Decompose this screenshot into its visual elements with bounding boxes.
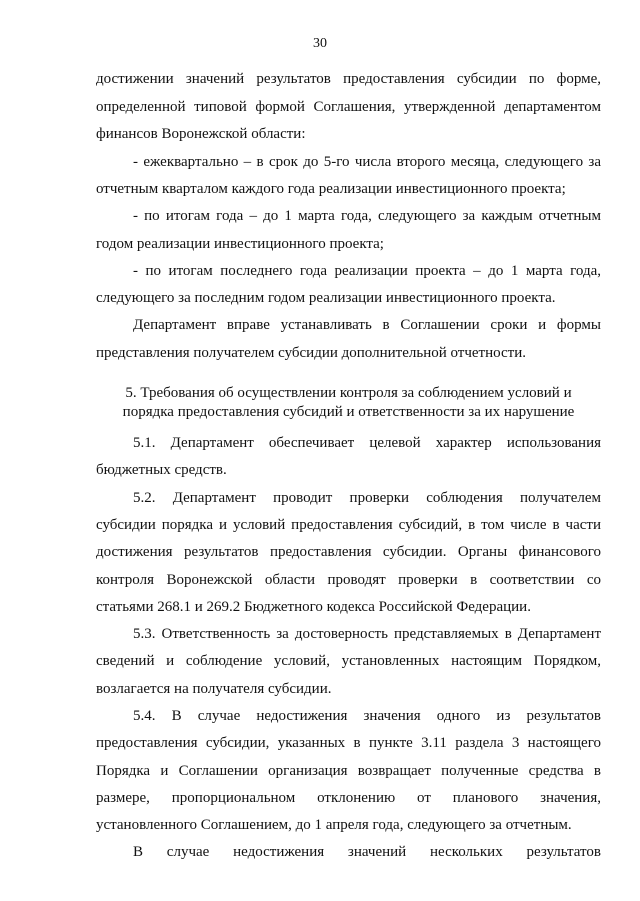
document-line: 5.2. Департамент проводит проверки соблюдения получателем — [133, 490, 601, 506]
document-line: следующего за последним годом реализации инвестиционного проекта. — [96, 290, 556, 306]
section-heading: порядка предоставления субсидий и ответственности за их нарушение — [122, 404, 575, 420]
document-line: - по итогам года – до 1 марта года, следующего за каждым отчетным — [133, 208, 601, 224]
document-line: контроля Воронежской области проводят проверки в соответствии со — [96, 572, 601, 588]
document-line: возлагается на получателя субсидии. — [96, 681, 332, 697]
document-line: 5.1. Департамент обеспечивает целевой характер использования — [133, 435, 601, 451]
document-line: размере, пропорциональном отклонению от планового значения, — [96, 790, 601, 806]
document-line: В случае недостижения значений нескольких результатов — [133, 844, 601, 860]
document-line: - ежеквартально – в срок до 5-го числа второго месяца, следующего за — [133, 154, 601, 170]
document-line: финансов Воронежской области: — [96, 126, 306, 142]
document-line: сведений и соблюдение условий, установленных настоящим Порядком, — [96, 653, 601, 669]
document-line: отчетным кварталом каждого года реализации инвестиционного проекта; — [96, 181, 566, 197]
document-line: - по итогам последнего года реализации проекта – до 1 марта года, — [133, 263, 601, 279]
document-line: определенной типовой формой Соглашения, утвержденной департаментом — [96, 99, 601, 115]
document-line: бюджетных средств. — [96, 462, 227, 478]
document-line: 5.4. В случае недостижения значения одного из результатов — [133, 708, 601, 724]
document-line: 5.3. Ответственность за достоверность представляемых в Департамент — [133, 626, 601, 642]
document-line: установленного Соглашением, до 1 апреля года, следующего за отчетным. — [96, 817, 572, 833]
document-line: представления получателем субсидии дополнительной отчетности. — [96, 345, 526, 361]
document-line: годом реализации инвестиционного проекта; — [96, 236, 384, 252]
document-line: достижении значений результатов предоставления субсидии по форме, — [96, 71, 601, 87]
document-line: предоставления субсидии, указанных в пункте 3.11 раздела 3 настоящего — [96, 735, 601, 751]
document-line: Департамент вправе устанавливать в Соглашении сроки и формы — [133, 317, 601, 333]
document-line: статьями 268.1 и 269.2 Бюджетного кодекса Российской Федерации. — [96, 599, 531, 615]
document-line: достижения результатов предоставления субсидии. Органы финансового — [96, 544, 601, 560]
document-line: Порядка и Соглашении организация возвращает полученные средства в — [96, 763, 601, 779]
document-line: субсидии порядка и условий предоставления субсидий, в том числе в части — [96, 517, 601, 533]
page-number: 30 — [313, 36, 327, 51]
section-heading: 5. Требования об осуществлении контроля за соблюдением условий и — [125, 385, 572, 401]
